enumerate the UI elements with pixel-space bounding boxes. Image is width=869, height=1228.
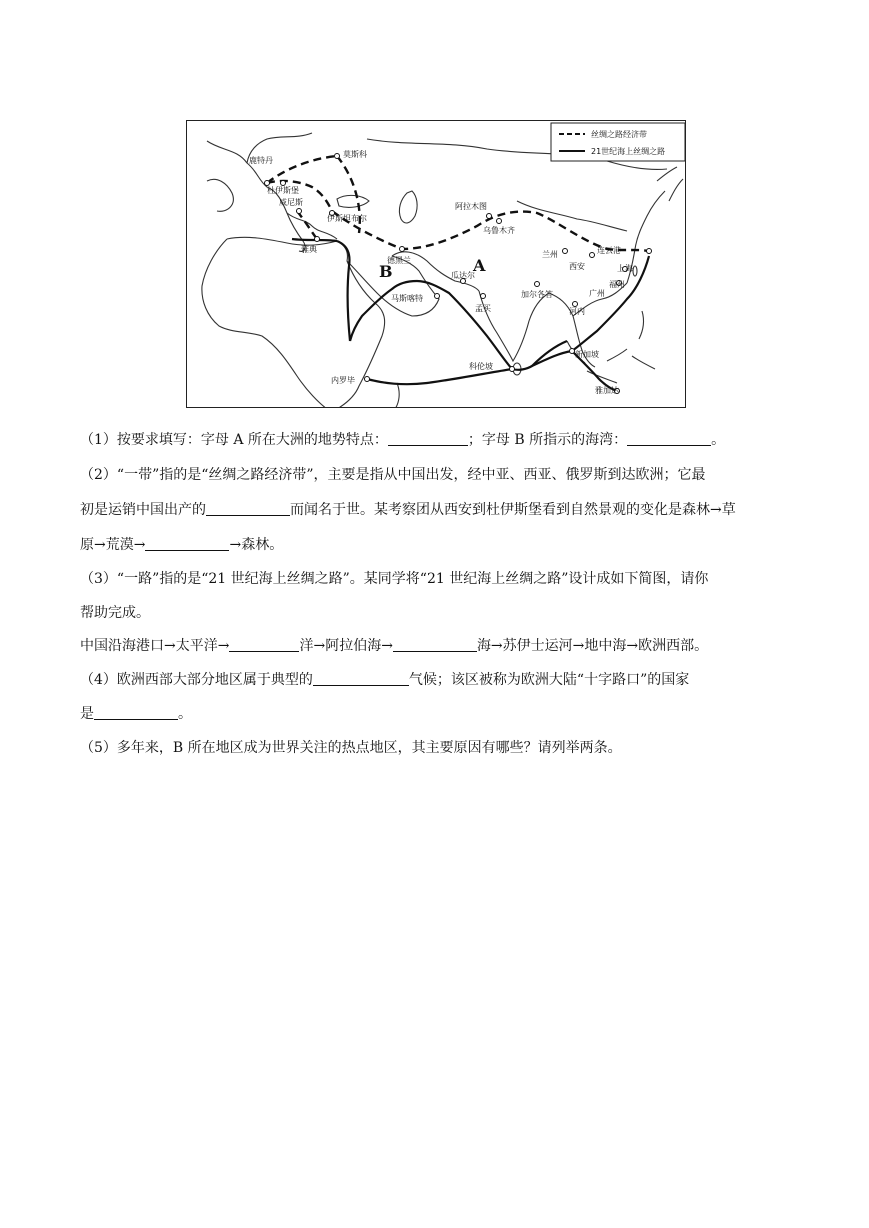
legend-dashed-label: 丝绸之路经济带	[591, 130, 647, 139]
label-athens: 雅典	[301, 245, 317, 254]
q4-text-c: 是	[80, 706, 94, 722]
question-2-line-1: （2）“一带”指的是“丝绸之路经济带”，主要是指从中国出发，经中亚、西亚、俄罗斯到达欧洲；它最	[80, 467, 706, 483]
q2-blank-landscape[interactable]	[145, 536, 229, 551]
label-letter-a: A	[473, 256, 486, 275]
legend-solid-label: 21世纪海上丝绸之路	[591, 147, 666, 156]
question-2-line-3	[80, 535, 792, 555]
q2-text-c: 原→荒漠→	[80, 537, 146, 553]
q3-blank-ocean[interactable]	[229, 637, 299, 652]
q2-text-b: 而闻名于世。某考察团从西安到杜伊斯堡看到自然景观的变化是森林→草	[290, 502, 736, 518]
q2-text-d: →森林。	[229, 537, 284, 553]
label-rotterdam: 鹿特丹	[249, 156, 273, 165]
label-jakarta: 雅加达	[595, 386, 619, 395]
question-2-line-2	[80, 500, 792, 520]
label-letter-b: B	[379, 262, 393, 281]
label-guangzhou: 广州	[589, 289, 605, 298]
question-1	[80, 430, 792, 450]
q1-blank-terrain[interactable]	[388, 431, 468, 446]
q1-text-c: 。	[711, 432, 726, 448]
q4-blank-country[interactable]	[94, 705, 178, 720]
question-5: （5）多年来，B 所在地区成为世界关注的热点地区，其主要原因有哪些？请列举两条。	[80, 740, 622, 756]
label-hanoi: 河内	[569, 307, 585, 316]
question-3-line-1: （3）“一路”指的是“21 世纪海上丝绸之路”。某同学将“21 世纪海上丝绸之路”设计成如下简图，请你	[80, 571, 709, 587]
label-duisburg: 杜伊斯堡	[267, 186, 299, 195]
question-3-line-3	[80, 636, 792, 656]
label-muscat: 马斯喀特	[391, 294, 423, 303]
label-mumbai: 孟买	[475, 304, 491, 313]
label-lanzhou: 兰州	[542, 250, 558, 259]
label-urumqi: 乌鲁木齐	[483, 226, 515, 235]
q4-text-d: 。	[178, 706, 192, 722]
label-tehran: 德黑兰	[387, 256, 411, 265]
label-gwadar: 瓜达尔	[451, 271, 475, 280]
label-lianyungang: 连云港	[597, 246, 621, 255]
q1-blank-gulf[interactable]	[627, 431, 711, 446]
q4-blank-climate[interactable]	[313, 671, 409, 686]
q3-text-b: 洋→阿拉伯海→	[299, 638, 393, 654]
q2-text-a: 初是运销中国出产的	[80, 502, 206, 518]
label-kolkata: 加尔各答	[521, 290, 553, 299]
q2-blank-product[interactable]	[206, 501, 290, 516]
label-moscow: 莫斯科	[343, 150, 367, 159]
q3-text-c: 海→苏伊士运河→地中海→欧洲西部。	[476, 638, 709, 654]
question-3-line-2: 帮助完成。	[80, 605, 150, 621]
label-almaty: 阿拉木图	[455, 202, 487, 211]
label-fuzhou: 福州	[609, 280, 625, 289]
q4-text-b: 气候；该区被称为欧洲大陆“十字路口”的国家	[408, 672, 690, 688]
label-xian: 西安	[569, 262, 585, 271]
label-singapore: 新加坡	[575, 350, 599, 359]
coastlines	[202, 133, 683, 408]
label-istanbul: 伊斯坦布尔	[327, 214, 367, 223]
question-4-line-2	[80, 704, 792, 724]
question-4-line-1	[80, 670, 792, 690]
q3-blank-sea[interactable]	[393, 637, 477, 652]
label-venice: 威尼斯	[279, 198, 303, 207]
q1-text-a: （1）按要求填写：字母 A 所在大洲的地势特点：	[80, 432, 388, 448]
q1-text-b: ；字母 B 所指示的海湾：	[467, 432, 628, 448]
q3-text-a: 中国沿海港口→太平洋→	[80, 638, 230, 654]
q4-text-a: （4）欧洲西部大部分地区属于典型的	[80, 672, 313, 688]
map-legend	[551, 123, 685, 161]
map-drawing	[187, 121, 686, 408]
label-shanghai: 上海	[617, 264, 633, 273]
silk-road-map	[186, 120, 686, 408]
label-colombo: 科伦坡	[469, 362, 493, 371]
label-nairobi: 内罗毕	[331, 376, 355, 385]
